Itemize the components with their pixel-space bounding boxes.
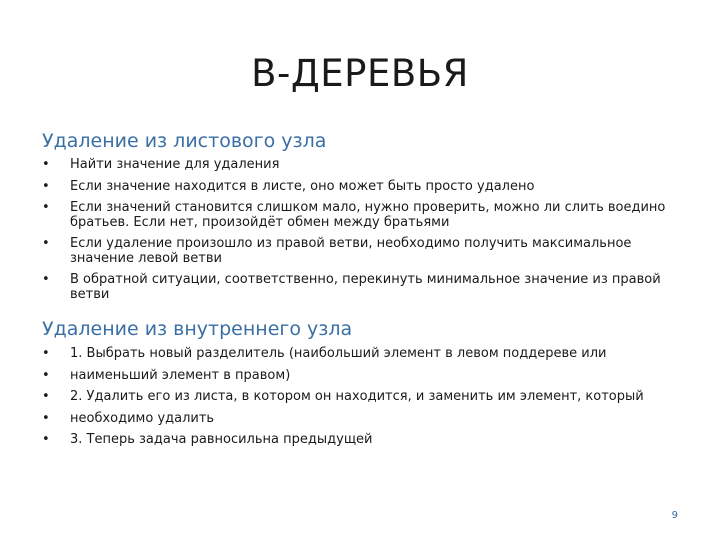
bullet-list-internal-deletion bbox=[42, 347, 692, 455]
list-item bbox=[42, 369, 692, 384]
list-item-text: 3. Теперь задача равносильна предыдущей bbox=[70, 432, 373, 447]
section-heading-leaf-deletion: Удаление из листового узла bbox=[42, 130, 327, 152]
list-item-text: Если удаление произошло из правой ветви, необходимо получить максимальное значение левой ветви bbox=[70, 236, 632, 266]
list-item bbox=[42, 158, 692, 173]
list-item bbox=[42, 180, 692, 195]
list-item-text: Найти значение для удаления bbox=[70, 157, 280, 172]
bullet-icon: • bbox=[42, 200, 50, 215]
list-item-text: 2. Удалить его из листа, в котором он находится, и заменить им элемент, который bbox=[70, 389, 644, 404]
list-item-text: 1. Выбрать новый разделитель (наибольший элемент в левом поддереве или bbox=[70, 346, 607, 361]
list-item-text: Если значений становится слишком мало, нужно проверить, можно ли слить воедино братьев. Если нет, произойдёт обмен между братьями bbox=[70, 200, 666, 230]
section-heading-internal-deletion: Удаление из внутреннего узла bbox=[42, 318, 353, 340]
list-item bbox=[42, 237, 692, 266]
list-item bbox=[42, 273, 692, 302]
bullet-icon: • bbox=[42, 389, 50, 404]
bullet-icon: • bbox=[42, 432, 50, 447]
slide-title: B-ДЕРЕВЬЯ bbox=[251, 52, 469, 95]
list-item bbox=[42, 201, 692, 230]
bullet-icon: • bbox=[42, 410, 50, 426]
list-item-text: необходимо удалить bbox=[70, 410, 215, 426]
bullet-icon: • bbox=[42, 178, 50, 194]
list-item bbox=[42, 347, 692, 362]
bullet-icon: • bbox=[42, 236, 50, 251]
bullet-icon: • bbox=[42, 272, 50, 287]
bullet-icon: • bbox=[42, 157, 50, 172]
list-item-text: наименьший элемент в правом) bbox=[70, 367, 291, 383]
bullet-icon: • bbox=[42, 346, 50, 361]
list-item bbox=[42, 412, 692, 427]
bullet-list-leaf-deletion bbox=[42, 158, 692, 309]
list-item-text: Если значение находится в листе, оно может быть просто удалено bbox=[70, 178, 535, 194]
list-item bbox=[42, 433, 692, 448]
list-item bbox=[42, 390, 692, 405]
page-number: 9 bbox=[671, 510, 678, 521]
list-item-text: В обратной ситуации, соответственно, перекинуть минимальное значение из правой ветви bbox=[70, 272, 661, 302]
bullet-icon: • bbox=[42, 367, 50, 383]
